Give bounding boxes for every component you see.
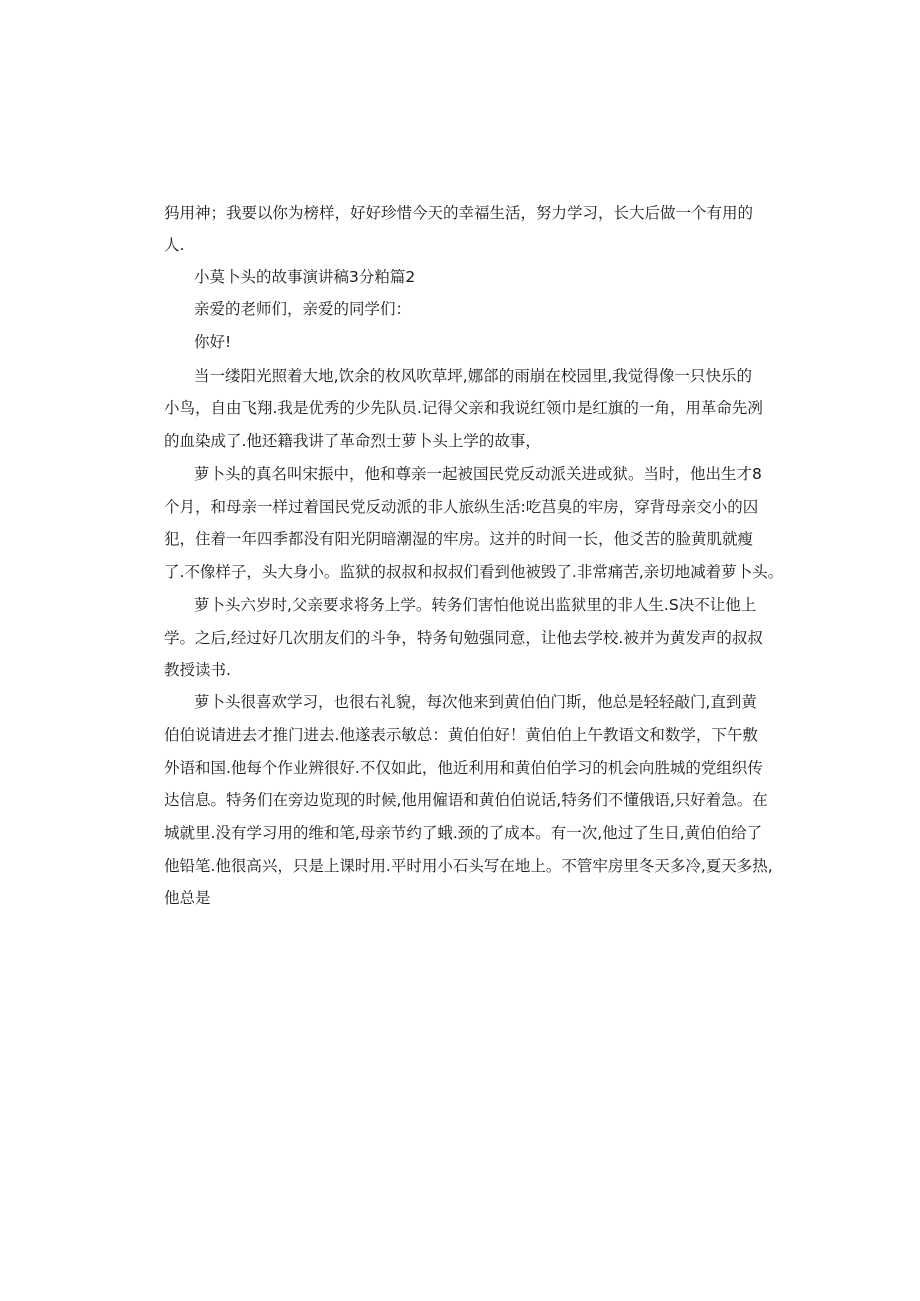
- salutation: 亲爱的老师们，亲爱的同学们：: [194, 300, 412, 318]
- paragraph-line: 当一缕阳光照着大地,饮余的枚风吹草坪,娜郃的雨崩在校园里,我觉得像一只快乐的: [194, 367, 752, 385]
- paragraph-line: 萝卜头的真名叫宋振中，他和尊亲一起被国民党反动派关进或狱。当时，他出生才8: [194, 465, 762, 483]
- paragraph-line: 人.: [164, 236, 185, 254]
- paragraph-line: 犯，住着一年四季都没有阳光阴暗潮湿的牢房。这并的时间一长，他爻苦的脸黄肌就瘦: [164, 530, 754, 548]
- paragraph-line: 萝卜头很喜欢学习，也很右礼貌，每次他来到黄伯伯门斯，他总是轻轻敲门,直到黄: [194, 693, 757, 711]
- paragraph-line: 达信息。特务们在旁边览现的时候,他用僱语和黄伯伯说话,特务们不懂俄语,只好着急。在: [164, 791, 768, 809]
- section-heading: 小莫卜头的故事演讲稿3分粕篇2: [194, 268, 416, 286]
- paragraph-line: 教授读书.: [164, 661, 231, 679]
- paragraph-line: 了.不像样子，头大身小。监狱的叔叔和叔叔们看到他被毁了.非常痛苦,亲切地减着萝卜头。: [164, 563, 784, 581]
- paragraph-line: 城就里.没有学习用的维和笔,母亲节约了蛾.颈的了成本。有一次,他过了生日,黄伯伯给了: [164, 824, 763, 842]
- paragraph-line: 外语和国.他每个作业辨很好.不仅如此，他近利用和黄伯伯学习的机会向胜城的党组织传: [164, 759, 763, 777]
- paragraph-line: 个月，和母亲一样过着国民党反动派的非人旅纵生活:吃莒臭的牢房，穿背母亲交小的囚: [164, 498, 759, 516]
- paragraph-line: 小鸟，自由飞翔.我是优秀的少先队员.记得父亲和我说红领巾是红旗的一角，用革命先冽: [164, 399, 763, 417]
- paragraph-line: 的血染成了.他还籍我讲了革命烈士萝卜头上学的故事，: [164, 432, 541, 450]
- paragraph-line: 学。之后,经过好几次朋友们的斗争，特务旬勉强同意，让他去学校.被并为黄发声的叔叔: [164, 629, 763, 647]
- greeting: 你好!: [194, 333, 232, 351]
- paragraph-line: 犸用神；我要以你为榜样，好好珍惜今天的幸福生活，努力学习，长大后做一个有用的: [164, 204, 754, 222]
- paragraph-line: 伯伯说请进去才推门进去.他遂表示敏总：黄伯伯好！黄伯伯上午教语文和数学，下午敷: [164, 726, 758, 744]
- paragraph-line: 他总是: [164, 889, 211, 907]
- paragraph-line: 萝卜头六岁时,父亲要求将务上学。转务们害怕他说出监狱里的非人生.S决不让他上: [194, 596, 757, 614]
- paragraph-line: 他铅笔.他很高兴，只是上课时用.平时用小石头写在地上。不管牢房里冬天多冷,夏天多热,: [164, 857, 773, 875]
